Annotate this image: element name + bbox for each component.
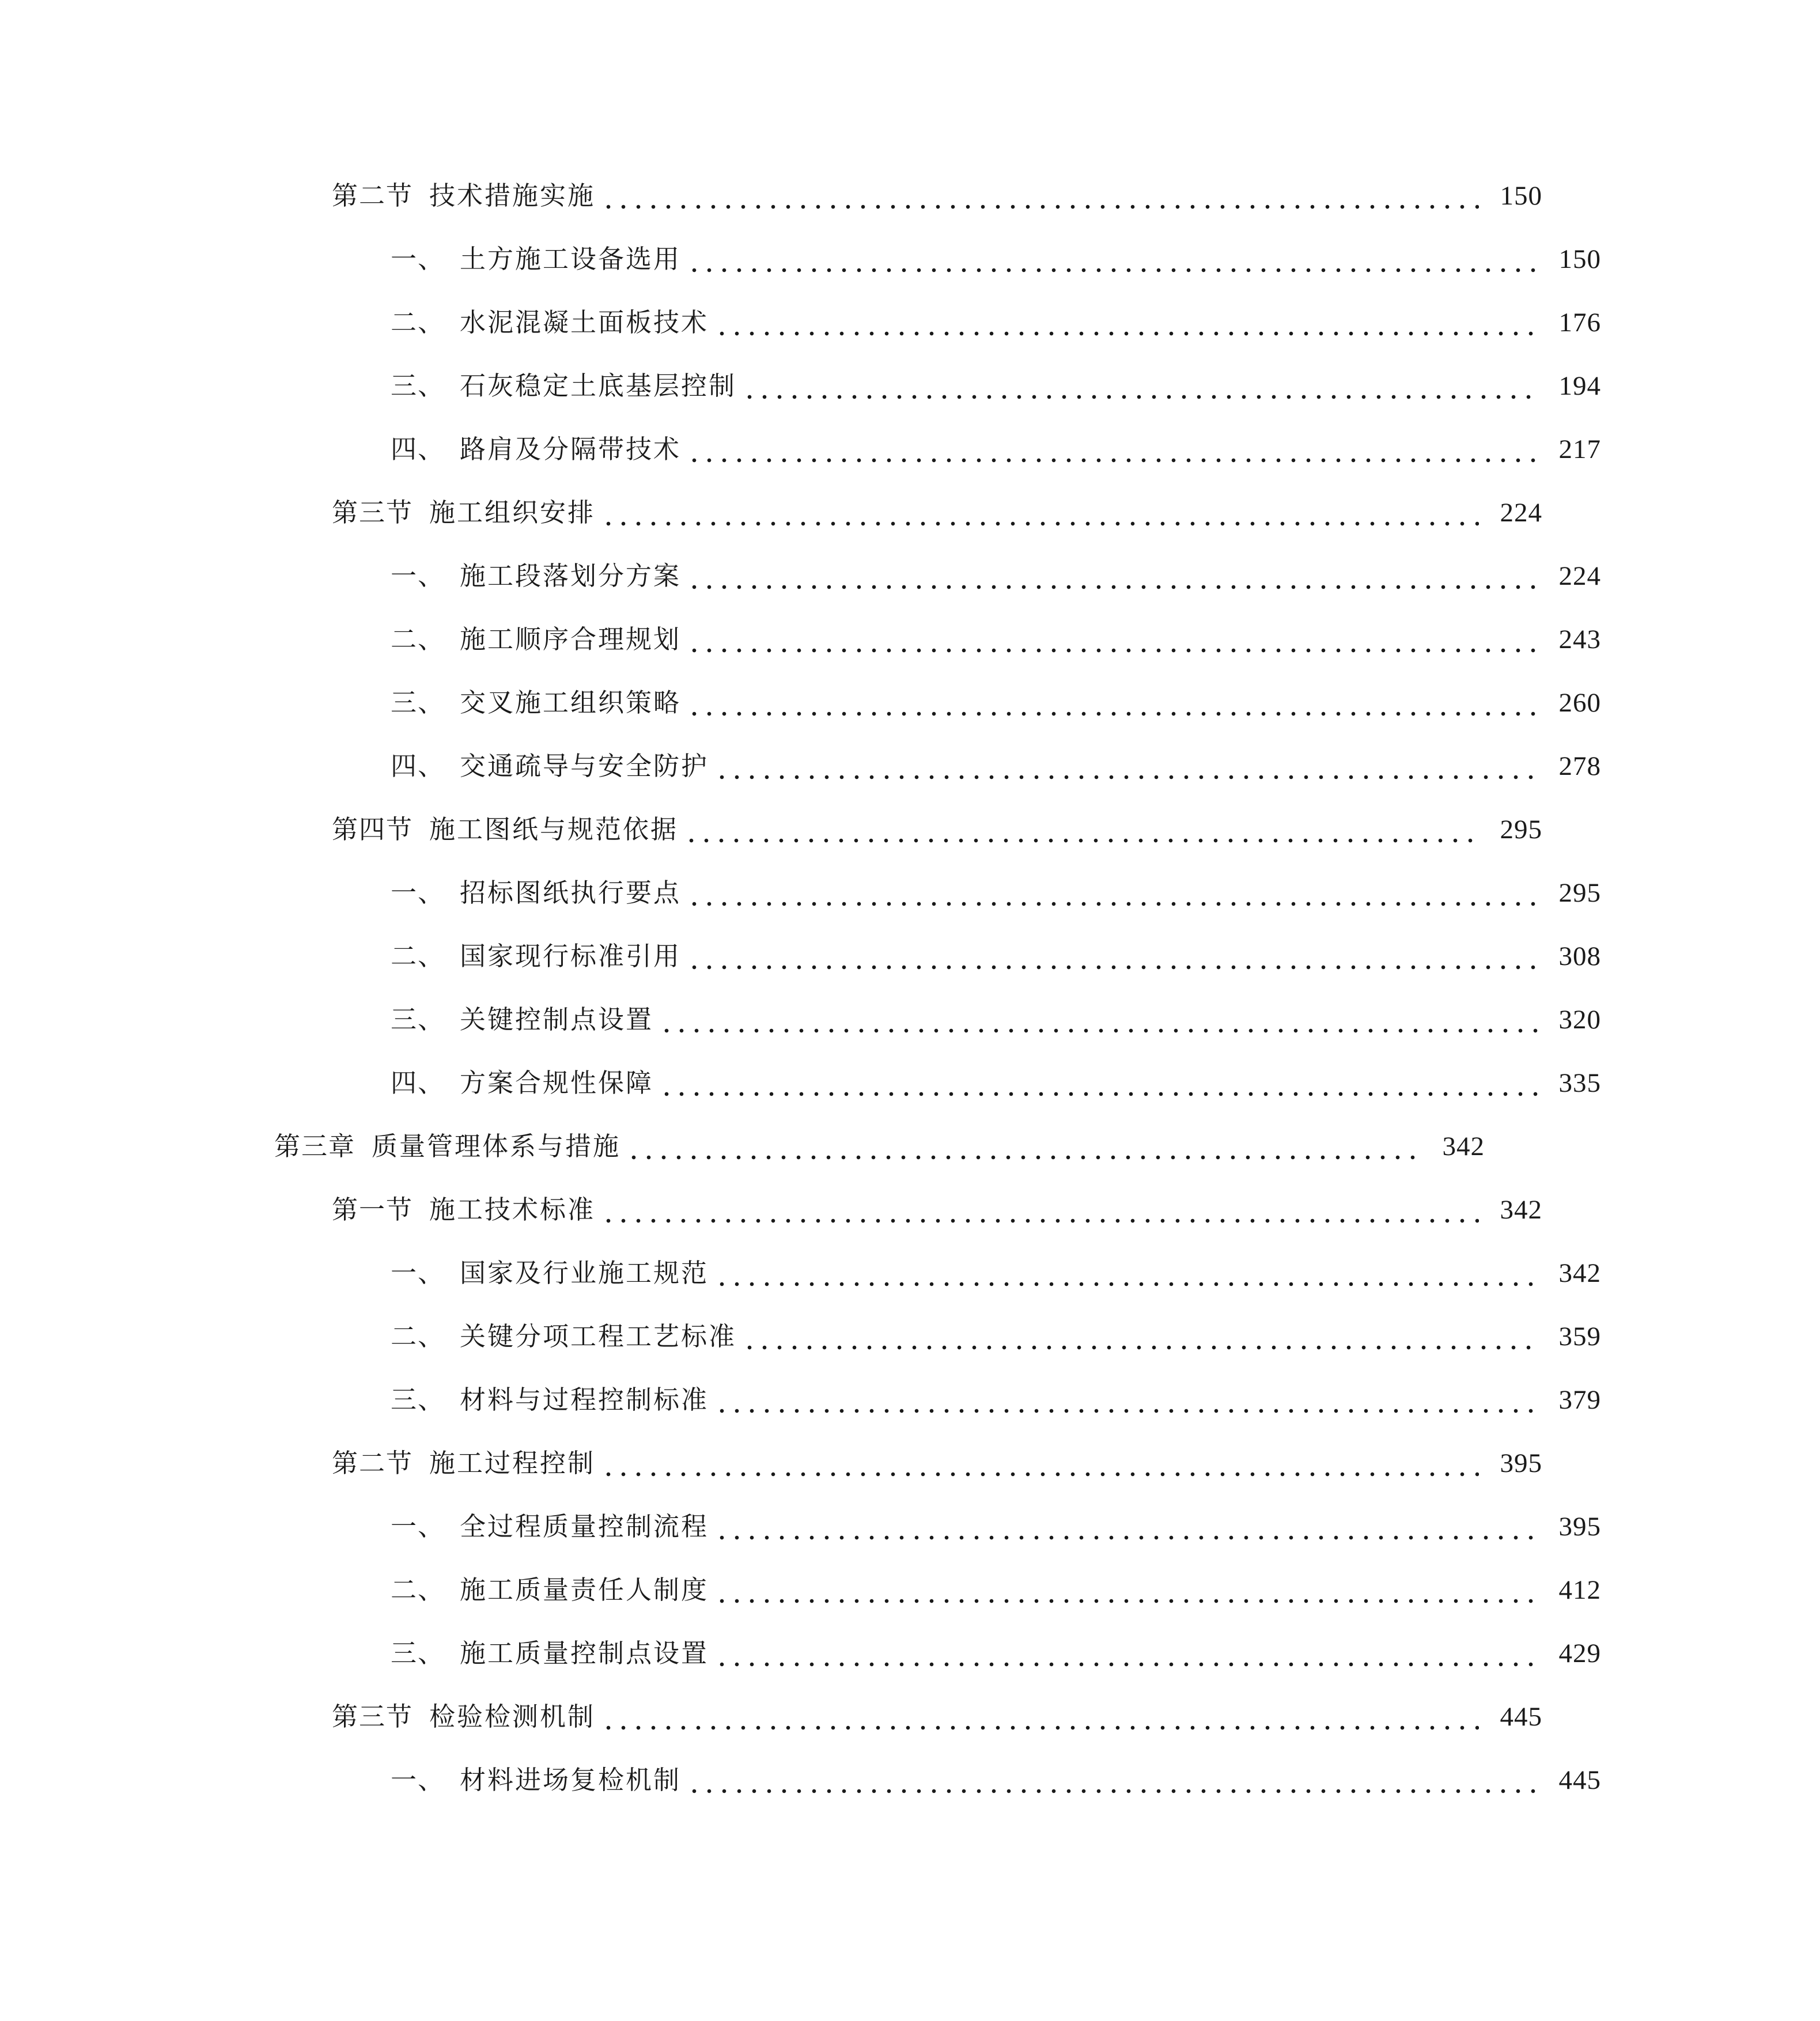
toc-entry-number: 第三章	[274, 1131, 356, 1161]
toc-entry-number: 一、	[391, 877, 445, 908]
toc-entry-title: 石灰稳定土底基层控制	[460, 370, 737, 401]
toc-entry-page-number: 342	[1558, 1258, 1601, 1288]
toc-entry-number: 第三节	[332, 1701, 414, 1732]
toc-entry-section[interactable]	[0, 484, 1761, 530]
toc-entry-number: 四、	[391, 1068, 445, 1098]
toc-entry-number: 第二节	[332, 1448, 414, 1478]
toc-entry-number: 一、	[391, 1511, 445, 1542]
toc-entry-number: 一、	[391, 561, 445, 591]
toc-entry-number: 二、	[391, 1575, 445, 1605]
toc-entry-number: 三、	[391, 370, 445, 401]
toc-entry-page-number: 342	[1442, 1131, 1485, 1161]
toc-entry-page-number: 243	[1558, 625, 1601, 654]
toc-entry-item[interactable]	[0, 611, 1820, 657]
toc-entry-page-number: 295	[1500, 815, 1542, 845]
dot-leader	[714, 1636, 1538, 1671]
toc-entry-number: 三、	[391, 1638, 445, 1668]
toc-entry-number: 二、	[391, 941, 445, 971]
dot-leader	[714, 749, 1538, 784]
toc-entry-title: 检验检测机制	[429, 1701, 596, 1732]
toc-entry-item[interactable]	[0, 991, 1820, 1037]
dot-leader	[714, 1509, 1538, 1544]
toc-entry-number: 二、	[391, 307, 445, 338]
toc-entry-title: 关键控制点设置	[460, 1004, 654, 1035]
toc-entry-number: 四、	[391, 751, 445, 781]
toc-entry-page-number: 379	[1558, 1385, 1601, 1415]
dot-leader	[687, 939, 1538, 974]
toc-entry-title: 施工质量责任人制度	[460, 1575, 709, 1605]
toc-entry-page-number: 150	[1500, 181, 1542, 211]
toc-entry-page-number: 395	[1500, 1448, 1542, 1478]
dot-leader	[714, 1383, 1538, 1417]
toc-entry-number: 四、	[391, 434, 445, 464]
toc-entry-page-number: 176	[1558, 308, 1601, 338]
dot-leader	[601, 1700, 1479, 1734]
toc-entry-title: 施工质量控制点设置	[460, 1638, 709, 1668]
toc-entry-number: 第二节	[332, 180, 414, 211]
toc-entry-item[interactable]	[0, 1371, 1820, 1417]
toc-entry-page-number: 224	[1500, 498, 1542, 528]
toc-entry-number: 一、	[391, 244, 445, 274]
toc-entry-number: 三、	[391, 1384, 445, 1415]
dot-leader	[687, 686, 1538, 720]
dot-leader	[687, 1763, 1538, 1797]
toc-entry-item[interactable]	[0, 294, 1820, 340]
toc-entry-title: 施工段落划分方案	[460, 561, 682, 591]
dot-leader	[601, 1193, 1479, 1227]
toc-entry-item[interactable]	[0, 1244, 1820, 1290]
toc-entry-title: 施工组织安排	[429, 497, 596, 528]
toc-entry-item[interactable]	[0, 1561, 1820, 1607]
toc-entry-number: 一、	[391, 1258, 445, 1288]
toc-entry-number: 三、	[391, 1004, 445, 1035]
toc-entry-page-number: 335	[1558, 1068, 1601, 1098]
dot-leader	[659, 1002, 1538, 1037]
toc-entry-item[interactable]	[0, 230, 1820, 277]
toc-entry-section[interactable]	[0, 1435, 1761, 1481]
toc-entry-section[interactable]	[0, 801, 1761, 847]
toc-entry-item[interactable]	[0, 547, 1820, 593]
dot-leader	[742, 1319, 1538, 1354]
dot-leader	[714, 305, 1538, 340]
toc-entry-number: 三、	[391, 687, 445, 718]
toc-entry-page-number: 224	[1558, 561, 1601, 591]
toc-entry-page-number: 308	[1558, 941, 1601, 971]
toc-entry-item[interactable]	[0, 1308, 1820, 1354]
toc-entry-page-number: 342	[1500, 1195, 1542, 1225]
dot-leader	[687, 242, 1538, 277]
toc-entry-title: 材料与过程控制标准	[460, 1384, 709, 1415]
toc-entry-title: 施工技术标准	[429, 1194, 596, 1225]
toc-entry-title: 招标图纸执行要点	[460, 877, 682, 908]
dot-leader	[714, 1573, 1538, 1607]
toc-entry-page-number: 278	[1558, 751, 1601, 781]
toc-entry-page-number: 217	[1558, 434, 1601, 464]
toc-entry-page-number: 260	[1558, 688, 1601, 718]
toc-entry-title: 国家现行标准引用	[460, 941, 682, 971]
toc-entry-page-number: 194	[1558, 371, 1601, 401]
toc-entry-page-number: 395	[1558, 1512, 1601, 1542]
toc-entry-item[interactable]	[0, 421, 1820, 467]
toc-entry-item[interactable]	[0, 1625, 1820, 1671]
dot-leader	[687, 432, 1538, 467]
toc-entry-item[interactable]	[0, 1751, 1820, 1797]
toc-entry-page-number: 445	[1500, 1702, 1542, 1732]
toc-entry-title: 施工图纸与规范依据	[429, 814, 679, 845]
toc-entry-title: 关键分项工程工艺标准	[460, 1321, 737, 1352]
toc-entry-page-number: 359	[1558, 1322, 1601, 1352]
dot-leader	[687, 559, 1538, 593]
toc-entry-title: 国家及行业施工规范	[460, 1258, 709, 1288]
toc-entry-page-number: 429	[1558, 1638, 1601, 1668]
toc-entry-page-number: 445	[1558, 1765, 1601, 1795]
toc-entry-title: 施工顺序合理规划	[460, 624, 682, 654]
toc-entry-section[interactable]	[0, 167, 1761, 213]
toc-entry-number: 第四节	[332, 814, 414, 845]
dot-leader	[601, 179, 1479, 213]
toc-entry-title: 技术措施实施	[429, 180, 596, 211]
toc-entry-item[interactable]	[0, 864, 1820, 910]
toc-entry-number: 二、	[391, 624, 445, 654]
toc-entry-item[interactable]	[0, 928, 1820, 974]
toc-entry-title: 路肩及分隔带技术	[460, 434, 682, 464]
toc-entry-page-number: 295	[1558, 878, 1601, 908]
dot-leader	[659, 1066, 1538, 1100]
toc-entry-title: 水泥混凝土面板技术	[460, 307, 709, 338]
toc-entry-title: 全过程质量控制流程	[460, 1511, 709, 1542]
toc-entry-page-number: 150	[1558, 244, 1601, 274]
toc-entry-page-number: 412	[1558, 1575, 1601, 1605]
toc-entry-title: 质量管理体系与措施	[372, 1131, 621, 1161]
dot-leader	[687, 622, 1538, 657]
toc-entry-title: 交通疏导与安全防护	[460, 751, 709, 781]
toc-entry-title: 土方施工设备选用	[460, 244, 682, 274]
toc-entry-title: 材料进场复检机制	[460, 1765, 682, 1795]
toc-entry-number: 一、	[391, 1765, 445, 1795]
toc-entry-item[interactable]	[0, 737, 1820, 784]
dot-leader	[742, 369, 1538, 403]
dot-leader	[601, 495, 1479, 530]
dot-leader	[714, 1256, 1538, 1290]
toc-entry-number: 二、	[391, 1321, 445, 1352]
toc-entry-page-number: 320	[1558, 1005, 1601, 1035]
toc-entry-title: 方案合规性保障	[460, 1068, 654, 1098]
toc-entry-chapter[interactable]	[0, 1118, 1704, 1164]
toc-entry-item[interactable]	[0, 357, 1820, 403]
dot-leader	[601, 1446, 1479, 1481]
toc-entry-item[interactable]	[0, 1054, 1820, 1100]
toc-entry-section[interactable]	[0, 1688, 1761, 1734]
toc-entry-number: 第三节	[332, 497, 414, 528]
toc-entry-title: 施工过程控制	[429, 1448, 596, 1478]
toc-entry-section[interactable]	[0, 1181, 1761, 1227]
dot-leader	[626, 1129, 1421, 1164]
toc-entry-item[interactable]	[0, 1498, 1820, 1544]
toc-entry-item[interactable]	[0, 674, 1820, 720]
dot-leader	[687, 876, 1538, 910]
toc-entry-number: 第一节	[332, 1194, 414, 1225]
toc-entry-title: 交叉施工组织策略	[460, 687, 682, 718]
dot-leader	[684, 812, 1479, 847]
